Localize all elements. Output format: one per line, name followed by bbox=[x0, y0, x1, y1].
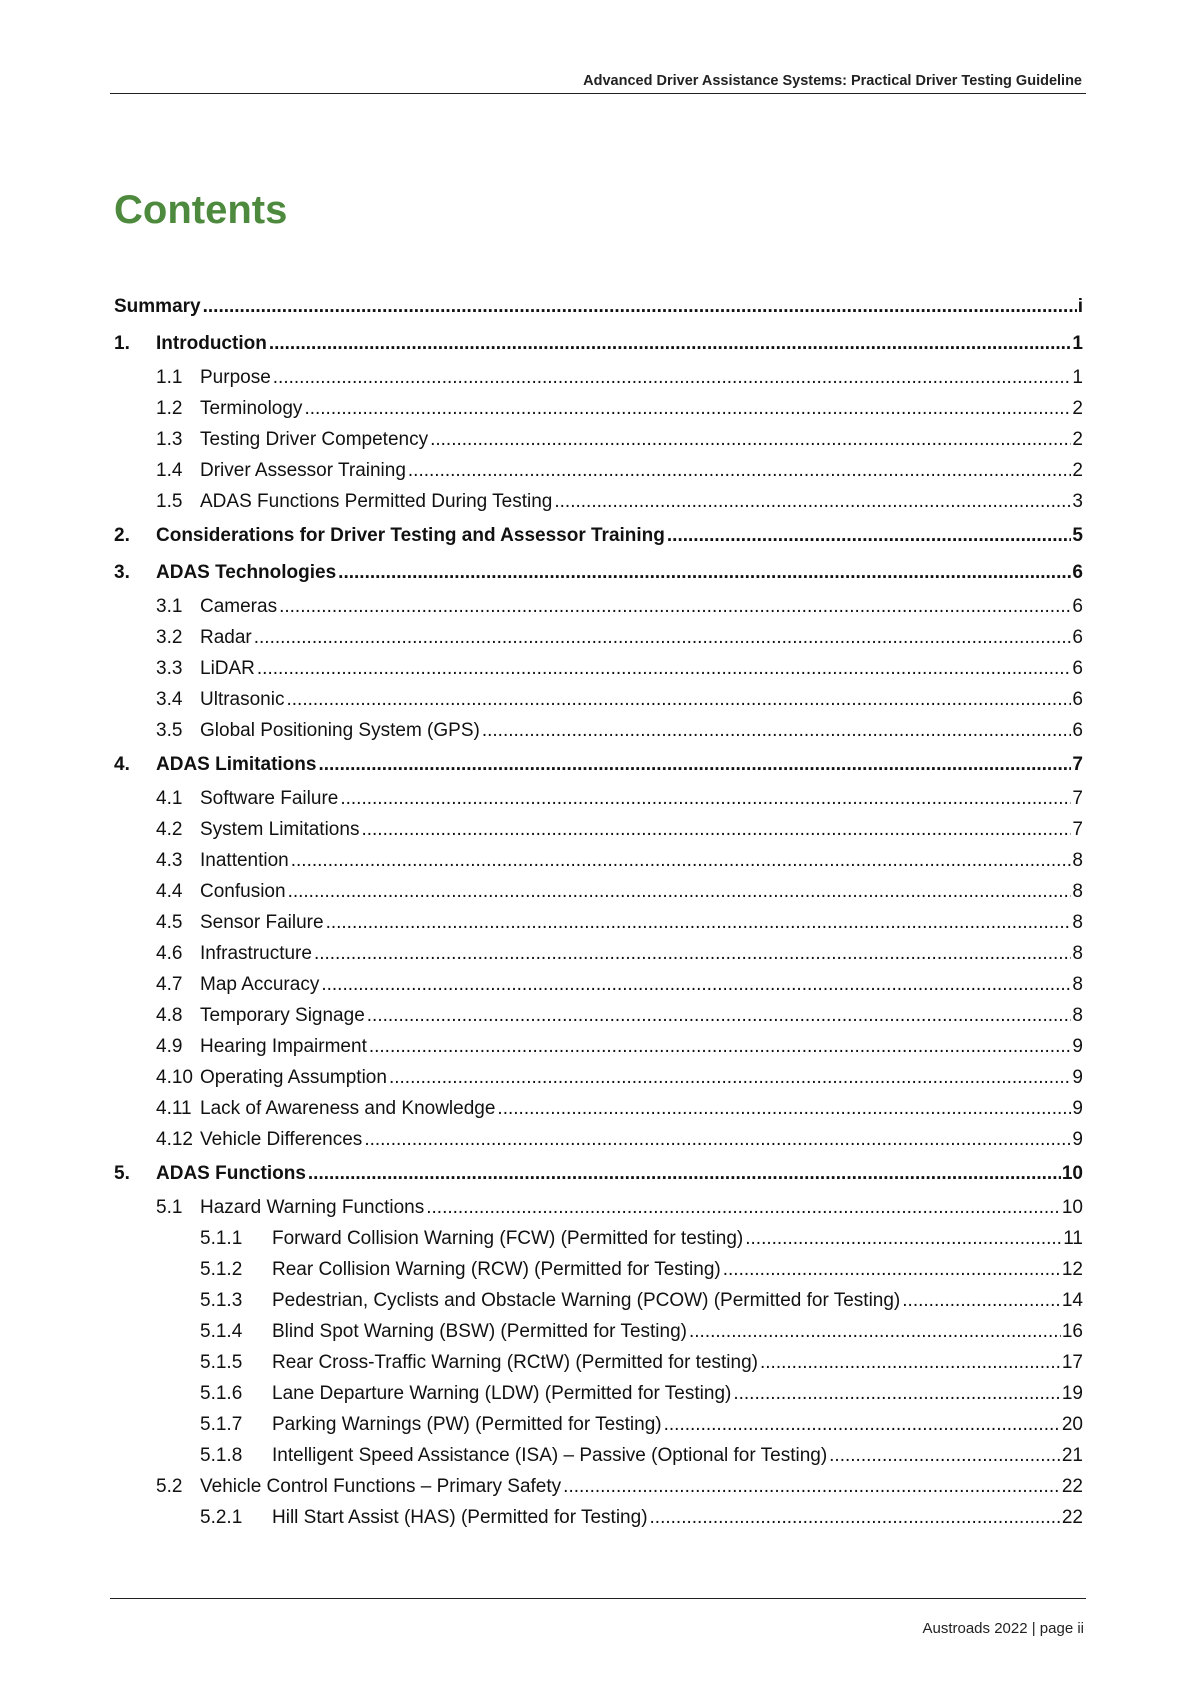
dot-leader bbox=[902, 1285, 1061, 1316]
toc-entry-label: Pedestrian, Cyclists and Obstacle Warning (PCOW) (Permitted for Testing) bbox=[272, 1290, 901, 1311]
dot-leader bbox=[318, 746, 1071, 783]
toc-entry[interactable] bbox=[114, 1192, 1083, 1223]
toc-entry-page: 9 bbox=[1072, 1036, 1083, 1057]
toc-entry-number: 5. bbox=[114, 1163, 130, 1184]
toc-entry-label: Infrastructure bbox=[200, 943, 312, 964]
toc-entry-number: 3.4 bbox=[156, 689, 183, 710]
toc-entry-page: 7 bbox=[1072, 754, 1083, 775]
toc-entry-number: 3.3 bbox=[156, 658, 183, 679]
toc-entry-label: Vehicle Control Functions – Primary Safety bbox=[200, 1476, 562, 1497]
dot-leader bbox=[254, 622, 1072, 653]
toc-entry-page: 8 bbox=[1072, 943, 1083, 964]
toc-entry[interactable] bbox=[114, 288, 1083, 325]
table-of-contents bbox=[114, 288, 1083, 1533]
dot-leader bbox=[340, 783, 1071, 814]
toc-entry-page: 6 bbox=[1072, 658, 1083, 679]
dot-leader bbox=[430, 424, 1071, 455]
dot-leader bbox=[326, 907, 1072, 938]
dot-leader bbox=[745, 1223, 1062, 1254]
toc-entry-page: 9 bbox=[1072, 1098, 1083, 1119]
toc-entry-number: 4.10 bbox=[156, 1067, 193, 1088]
toc-entry-page: 20 bbox=[1061, 1414, 1083, 1435]
dot-leader bbox=[291, 845, 1072, 876]
footer-divider bbox=[110, 1598, 1086, 1599]
toc-entry-page: 8 bbox=[1072, 1005, 1083, 1026]
toc-entry-page: 8 bbox=[1072, 881, 1083, 902]
toc-entry-label: Blind Spot Warning (BSW) (Permitted for Testing) bbox=[272, 1321, 687, 1342]
toc-entry[interactable] bbox=[114, 1378, 1083, 1409]
toc-entry-label: Driver Assessor Training bbox=[200, 460, 406, 481]
toc-entry-page: 6 bbox=[1072, 562, 1083, 583]
toc-entry-label: ADAS Functions Permitted During Testing bbox=[200, 491, 553, 512]
toc-entry-number: 4.6 bbox=[156, 943, 183, 964]
toc-entry-number: 5.1.1 bbox=[200, 1228, 243, 1249]
toc-entry-number: 4.2 bbox=[156, 819, 183, 840]
toc-entry[interactable] bbox=[114, 1471, 1083, 1502]
toc-entry-page: 7 bbox=[1072, 788, 1083, 809]
toc-entry[interactable] bbox=[114, 653, 1083, 684]
toc-entry[interactable] bbox=[114, 684, 1083, 715]
toc-entry-number: 4. bbox=[114, 754, 130, 775]
toc-entry-page: i bbox=[1077, 296, 1083, 317]
toc-entry[interactable] bbox=[114, 1223, 1083, 1254]
toc-entry-label: Ultrasonic bbox=[200, 689, 285, 710]
toc-entry-label: Rear Collision Warning (RCW) (Permitted for Testing) bbox=[272, 1259, 721, 1280]
toc-entry-number: 4.9 bbox=[156, 1036, 183, 1057]
toc-entry-page: 17 bbox=[1061, 1352, 1083, 1373]
dot-leader bbox=[667, 517, 1072, 554]
toc-entry-number: 5.1 bbox=[156, 1197, 183, 1218]
toc-entry-label: Lane Departure Warning (LDW) (Permitted for Testing) bbox=[272, 1383, 732, 1404]
toc-entry-label: Lack of Awareness and Knowledge bbox=[200, 1098, 496, 1119]
toc-entry-number: 5.1.8 bbox=[200, 1445, 243, 1466]
toc-entry[interactable] bbox=[114, 622, 1083, 653]
toc-entry-number: 4.11 bbox=[156, 1098, 192, 1119]
toc-entry-page: 6 bbox=[1072, 596, 1083, 617]
toc-entry-page: 9 bbox=[1072, 1129, 1083, 1150]
toc-entry[interactable] bbox=[114, 845, 1083, 876]
toc-entry-page: 5 bbox=[1072, 525, 1083, 546]
toc-entry-page: 6 bbox=[1072, 627, 1083, 648]
toc-entry-number: 4.3 bbox=[156, 850, 183, 871]
toc-entry-number: 1.1 bbox=[156, 367, 183, 388]
toc-entry[interactable] bbox=[114, 591, 1083, 622]
toc-entry[interactable] bbox=[114, 1440, 1083, 1471]
toc-entry[interactable] bbox=[114, 1031, 1083, 1062]
dot-leader bbox=[304, 393, 1071, 424]
toc-entry-page: 21 bbox=[1061, 1445, 1083, 1466]
toc-entry-label: Intelligent Speed Assistance (ISA) – Passive (Optional for Testing) bbox=[272, 1445, 828, 1466]
dot-leader bbox=[760, 1347, 1061, 1378]
toc-entry-label: Purpose bbox=[200, 367, 271, 388]
toc-entry[interactable] bbox=[114, 1155, 1083, 1192]
dot-leader bbox=[829, 1440, 1061, 1471]
dot-leader bbox=[408, 455, 1072, 486]
toc-entry-label: Introduction bbox=[156, 333, 267, 354]
toc-entry[interactable] bbox=[114, 424, 1083, 455]
dot-leader bbox=[321, 969, 1071, 1000]
toc-entry-label: Radar bbox=[200, 627, 252, 648]
toc-entry[interactable] bbox=[114, 1316, 1083, 1347]
toc-entry-label: ADAS Functions bbox=[156, 1163, 306, 1184]
toc-entry-page: 22 bbox=[1061, 1507, 1083, 1528]
toc-entry[interactable] bbox=[114, 455, 1083, 486]
toc-entry[interactable] bbox=[114, 1409, 1083, 1440]
dot-leader bbox=[482, 715, 1072, 746]
toc-entry[interactable] bbox=[114, 1000, 1083, 1031]
toc-entry-page: 1 bbox=[1072, 333, 1083, 354]
dot-leader bbox=[389, 1062, 1071, 1093]
toc-entry-page: 3 bbox=[1072, 491, 1083, 512]
toc-entry-page: 14 bbox=[1061, 1290, 1083, 1311]
dot-leader bbox=[269, 325, 1072, 362]
toc-entry[interactable] bbox=[114, 1254, 1083, 1285]
dot-leader bbox=[203, 288, 1077, 325]
toc-entry-page: 11 bbox=[1063, 1228, 1083, 1249]
dot-leader bbox=[426, 1192, 1061, 1223]
toc-entry[interactable] bbox=[114, 746, 1083, 783]
toc-entry-label: LiDAR bbox=[200, 658, 255, 679]
toc-entry[interactable] bbox=[114, 1093, 1083, 1124]
toc-entry-number: 5.1.6 bbox=[200, 1383, 243, 1404]
toc-entry[interactable] bbox=[114, 393, 1083, 424]
dot-leader bbox=[361, 814, 1071, 845]
toc-entry-number: 1.4 bbox=[156, 460, 183, 481]
toc-entry[interactable] bbox=[114, 814, 1083, 845]
toc-entry-label: Summary bbox=[114, 296, 201, 317]
toc-entry[interactable] bbox=[114, 362, 1083, 393]
toc-entry-page: 6 bbox=[1072, 689, 1083, 710]
toc-entry-label: Hazard Warning Functions bbox=[200, 1197, 425, 1218]
toc-entry[interactable] bbox=[114, 554, 1083, 591]
dot-leader bbox=[279, 591, 1071, 622]
toc-entry-label: Map Accuracy bbox=[200, 974, 320, 995]
toc-entry-page: 2 bbox=[1072, 429, 1083, 450]
dot-leader bbox=[308, 1155, 1061, 1192]
dot-leader bbox=[286, 684, 1071, 715]
toc-entry-label: Parking Warnings (PW) (Permitted for Testing) bbox=[272, 1414, 662, 1435]
page-title: Contents bbox=[114, 188, 288, 232]
toc-entry-page: 8 bbox=[1072, 974, 1083, 995]
dot-leader bbox=[364, 1124, 1071, 1155]
toc-entry[interactable] bbox=[114, 517, 1083, 554]
dot-leader bbox=[338, 554, 1071, 591]
toc-entry-label: Considerations for Driver Testing and Assessor Training bbox=[156, 525, 665, 546]
toc-entry-number: 5.1.3 bbox=[200, 1290, 243, 1311]
toc-entry-number: 1.5 bbox=[156, 491, 183, 512]
toc-entry-page: 1 bbox=[1072, 367, 1083, 388]
toc-entry[interactable] bbox=[114, 1502, 1083, 1533]
toc-entry-label: Software Failure bbox=[200, 788, 339, 809]
toc-entry-number: 1.3 bbox=[156, 429, 183, 450]
toc-entry-label: Confusion bbox=[200, 881, 286, 902]
toc-entry-page: 16 bbox=[1061, 1321, 1083, 1342]
toc-entry-number: 4.7 bbox=[156, 974, 183, 995]
toc-entry-number: 5.2.1 bbox=[200, 1507, 243, 1528]
toc-entry[interactable] bbox=[114, 486, 1083, 517]
toc-entry-page: 7 bbox=[1072, 819, 1083, 840]
toc-entry[interactable] bbox=[114, 938, 1083, 969]
toc-entry[interactable] bbox=[114, 969, 1083, 1000]
toc-entry-label: Hearing Impairment bbox=[200, 1036, 367, 1057]
toc-entry-page: 10 bbox=[1061, 1197, 1083, 1218]
toc-entry-page: 22 bbox=[1061, 1476, 1083, 1497]
dot-leader bbox=[367, 1000, 1072, 1031]
toc-entry[interactable] bbox=[114, 876, 1083, 907]
toc-entry-number: 5.1.4 bbox=[200, 1321, 243, 1342]
dot-leader bbox=[273, 362, 1072, 393]
toc-entry-label: Vehicle Differences bbox=[200, 1129, 363, 1150]
dot-leader bbox=[664, 1409, 1061, 1440]
toc-entry-label: ADAS Technologies bbox=[156, 562, 337, 583]
toc-entry[interactable] bbox=[114, 1124, 1083, 1155]
toc-entry-number: 3.2 bbox=[156, 627, 183, 648]
toc-entry-number: 3.1 bbox=[156, 596, 183, 617]
toc-entry-label: Forward Collision Warning (FCW) (Permitted for testing) bbox=[272, 1228, 744, 1249]
dot-leader bbox=[723, 1254, 1061, 1285]
running-title: Advanced Driver Assistance Systems: Practical Driver Testing Guideline bbox=[583, 73, 1082, 89]
toc-entry-page: 8 bbox=[1072, 912, 1083, 933]
toc-entry-number: 4.1 bbox=[156, 788, 183, 809]
toc-entry-number: 5.2 bbox=[156, 1476, 183, 1497]
toc-entry[interactable] bbox=[114, 1285, 1083, 1316]
toc-entry-number: 4.8 bbox=[156, 1005, 183, 1026]
toc-entry-label: Rear Cross-Traffic Warning (RCtW) (Permitted for testing) bbox=[272, 1352, 758, 1373]
dot-leader bbox=[288, 876, 1072, 907]
toc-entry[interactable] bbox=[114, 325, 1083, 362]
toc-entry-label: Inattention bbox=[200, 850, 289, 871]
toc-entry-label: Hill Start Assist (HAS) (Permitted for Testing) bbox=[272, 1507, 648, 1528]
toc-entry-page: 2 bbox=[1072, 460, 1083, 481]
toc-entry-page: 10 bbox=[1061, 1163, 1083, 1184]
toc-entry-label: Temporary Signage bbox=[200, 1005, 365, 1026]
dot-leader bbox=[554, 486, 1071, 517]
dot-leader bbox=[314, 938, 1071, 969]
toc-entry-number: 3.5 bbox=[156, 720, 183, 741]
toc-entry-page: 6 bbox=[1072, 720, 1083, 741]
toc-entry-label: Operating Assumption bbox=[200, 1067, 387, 1088]
toc-entry-number: 4.5 bbox=[156, 912, 183, 933]
toc-entry-number: 4.4 bbox=[156, 881, 183, 902]
toc-entry-number: 1.2 bbox=[156, 398, 183, 419]
toc-entry-label: Sensor Failure bbox=[200, 912, 324, 933]
toc-entry-number: 5.1.2 bbox=[200, 1259, 243, 1280]
toc-entry[interactable] bbox=[114, 783, 1083, 814]
toc-entry-number: 5.1.5 bbox=[200, 1352, 243, 1373]
toc-entry-number: 1. bbox=[114, 333, 130, 354]
dot-leader bbox=[650, 1502, 1061, 1533]
toc-entry-number: 3. bbox=[114, 562, 130, 583]
toc-entry-label: System Limitations bbox=[200, 819, 360, 840]
toc-entry-page: 9 bbox=[1072, 1067, 1083, 1088]
toc-entry-page: 2 bbox=[1072, 398, 1083, 419]
toc-entry-label: Testing Driver Competency bbox=[200, 429, 429, 450]
toc-entry-number: 2. bbox=[114, 525, 130, 546]
toc-entry[interactable] bbox=[114, 907, 1083, 938]
dot-leader bbox=[497, 1093, 1071, 1124]
toc-entry-page: 12 bbox=[1061, 1259, 1083, 1280]
dot-leader bbox=[563, 1471, 1061, 1502]
page-footer: Austroads 2022 | page ii bbox=[922, 1620, 1084, 1637]
toc-entry-page: 8 bbox=[1072, 850, 1083, 871]
toc-entry-number: 5.1.7 bbox=[200, 1414, 243, 1435]
toc-entry-page: 19 bbox=[1061, 1383, 1083, 1404]
toc-entry-number: 4.12 bbox=[156, 1129, 193, 1150]
dot-leader bbox=[257, 653, 1072, 684]
toc-entry-label: ADAS Limitations bbox=[156, 754, 317, 775]
dot-leader bbox=[369, 1031, 1072, 1062]
toc-entry-label: Global Positioning System (GPS) bbox=[200, 720, 480, 741]
running-header bbox=[110, 70, 1086, 94]
dot-leader bbox=[689, 1316, 1061, 1347]
toc-entry-label: Terminology bbox=[200, 398, 303, 419]
toc-entry-label: Cameras bbox=[200, 596, 278, 617]
toc-entry[interactable] bbox=[114, 1347, 1083, 1378]
toc-entry[interactable] bbox=[114, 715, 1083, 746]
toc-entry[interactable] bbox=[114, 1062, 1083, 1093]
dot-leader bbox=[733, 1378, 1061, 1409]
